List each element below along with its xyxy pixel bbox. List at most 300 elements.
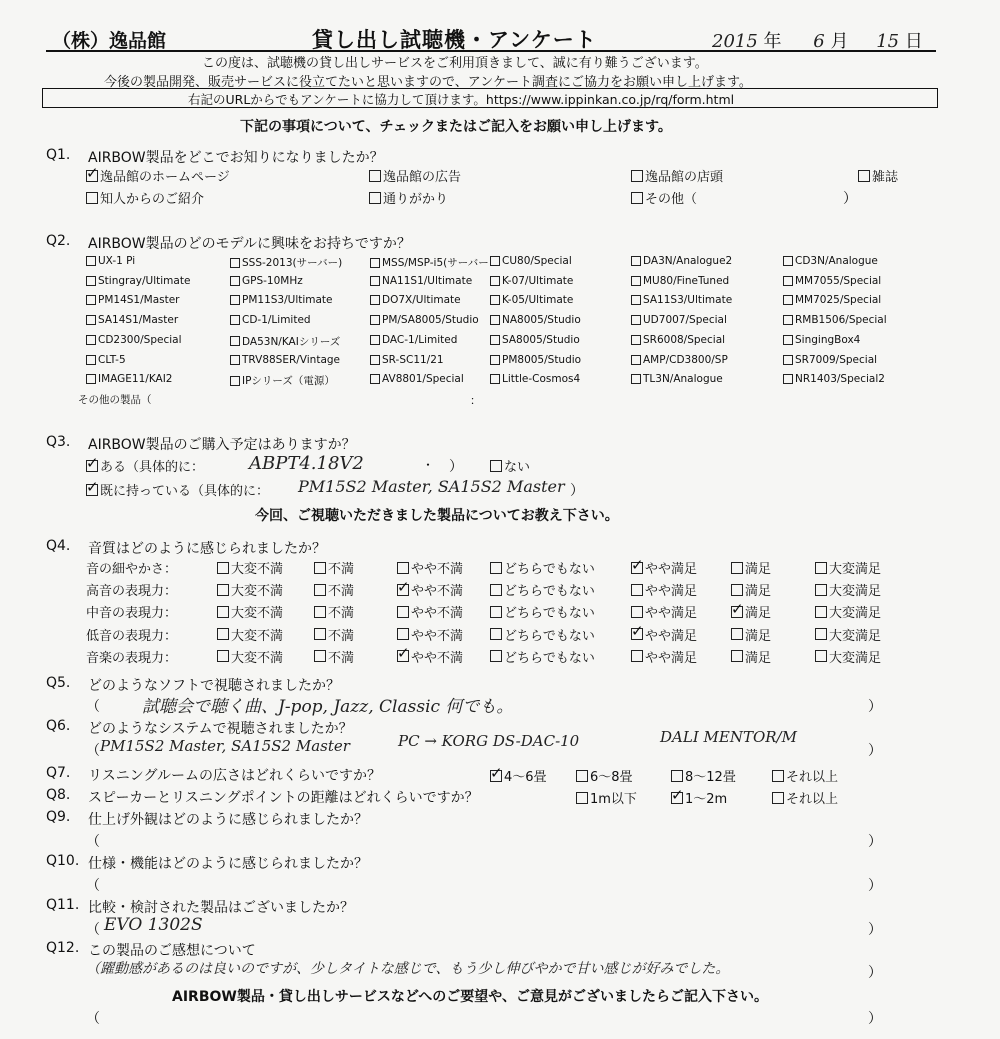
checkbox-icon[interactable] [490,650,502,662]
q4-rating-option[interactable] [217,580,283,599]
model-label: Little-Cosmos4 [502,373,581,386]
checkbox-icon[interactable] [369,170,381,182]
checkbox-icon[interactable] [631,192,643,204]
checkbox-icon[interactable] [230,355,240,365]
q2-model-option[interactable] [783,294,881,306]
model-label: AMP/CD3800/SP [643,353,728,366]
rating-label: やや不満 [411,584,464,600]
option-label: ある（具体的に： [100,460,205,475]
q1-option-homepage[interactable] [86,166,230,185]
rating-label: 大変満足 [829,606,882,622]
q6-number: Q6. [46,718,71,734]
q12-answer[interactable]: （躍動感があるのは良いのですが、少しタイトな感じで、もう少し伸びやかで甘い感じが好みでした。 [86,961,730,977]
checkbox-icon[interactable] [230,295,240,305]
model-label: CD2300/Special [98,333,182,346]
q2-model-option[interactable] [230,354,340,366]
rating-label: 大変満足 [829,562,882,577]
q2-model-option[interactable] [370,373,464,385]
checkbox-icon[interactable] [815,584,827,596]
q4-row-label: 音の細やかさ： [86,562,178,577]
q9-close: ） [868,834,882,850]
q4-rating-option[interactable] [815,602,881,621]
q2-model-option[interactable] [86,294,180,306]
q4-rating-option[interactable] [490,602,595,621]
q2-model-option[interactable] [230,334,340,349]
checkbox-icon[interactable] [230,336,240,346]
checkbox-icon[interactable] [397,584,409,596]
q2-model-option[interactable] [783,314,887,326]
checkbox-icon[interactable] [783,276,793,286]
q2-model-option[interactable] [230,294,333,306]
checkbox-icon[interactable] [631,606,643,618]
checkbox-icon[interactable] [490,584,502,596]
q3-option-have[interactable] [86,480,269,499]
q4-rating-option[interactable] [314,580,354,599]
q4-rating-option[interactable] [217,625,283,644]
q4-rating-option[interactable] [397,558,463,577]
q4-rating-option[interactable] [731,647,771,666]
q1-option-store[interactable] [631,166,723,185]
date-month-unit: 月 [830,31,849,52]
checkbox-icon[interactable] [490,770,502,782]
q7-option-6-8[interactable] [576,766,633,785]
checkbox-icon[interactable] [86,315,96,325]
checkbox-icon[interactable] [631,295,641,305]
checkbox-icon[interactable] [783,295,793,305]
rating-label: 満足 [745,606,772,622]
q2-other-sep: ： [470,394,481,407]
checkbox-icon[interactable] [86,484,98,496]
checkbox-icon[interactable] [86,374,96,384]
q2-model-option[interactable] [86,334,182,346]
option-label: 通りがかり [383,192,449,207]
q2-model-option[interactable] [370,334,457,346]
checkbox-icon[interactable] [370,315,380,325]
model-label: MSS/MSP-i5(サーバー [382,257,489,269]
checkbox-icon[interactable] [230,276,240,286]
model-label: AV8801/Special [382,373,464,386]
checkbox-icon[interactable] [772,770,784,782]
checkbox-icon[interactable] [490,606,502,618]
model-label: MU80/FineTuned [643,274,730,287]
q1-option-other[interactable] [631,188,697,207]
rating-label: どちらでもない [504,628,595,644]
option-label: 雑誌 [872,170,899,185]
checkbox-icon[interactable] [370,335,380,345]
q2-model-option[interactable] [631,275,729,287]
model-label: TRV88SER/Vintage [242,353,341,366]
q4-rating-option[interactable] [217,558,283,577]
checkbox-icon[interactable] [86,295,96,305]
q2-model-option[interactable] [86,255,135,267]
q4-rating-option[interactable] [314,647,354,666]
q7-option-8-12[interactable] [671,766,736,785]
q2-model-option[interactable] [631,294,732,306]
q11-text: 比較・検討された製品はございましたか？ [88,900,354,916]
q11-answer[interactable]: EVO 1302S [104,915,203,935]
checkbox-icon[interactable] [490,628,502,640]
rating-label: 大変不満 [231,628,284,644]
checkbox-icon[interactable] [783,315,793,325]
checkbox-icon[interactable] [86,192,98,204]
q6-text: どのようなシステムで視聴されましたか？ [88,721,353,737]
q2-model-option[interactable] [631,354,728,366]
model-label: PM/SA8005/Studio [382,314,479,327]
model-label: SSS-2013(サーバー) [242,257,343,269]
checkbox-icon[interactable] [370,295,380,305]
q4-rating-option[interactable] [490,580,595,599]
checkbox-icon[interactable] [397,606,409,618]
checkbox-icon[interactable] [815,650,827,662]
checkbox-icon[interactable] [86,170,98,182]
q4-rating-option[interactable] [815,625,881,644]
q4-row-label: 高音の表現力： [86,584,178,600]
checkbox-icon[interactable] [576,792,588,804]
checkbox-icon[interactable] [731,584,743,596]
checkbox-icon[interactable] [314,650,326,662]
checkbox-icon[interactable] [370,374,380,384]
option-label: その他（ [645,192,698,207]
checkbox-icon[interactable] [490,374,500,384]
q2-model-option[interactable] [490,275,573,287]
q8-option-more[interactable] [772,788,838,807]
checkbox-icon[interactable] [631,355,641,365]
q4-rating-option[interactable] [314,602,354,621]
q5-number: Q5. [46,675,71,691]
q4-rating-option[interactable] [815,647,881,666]
rating-label: 大変不満 [231,606,284,622]
rating-label: やや不満 [411,562,464,577]
q3-yes-dot: ・ [422,458,435,472]
company-name: （株）逸品館 [52,30,167,52]
rating-label: どちらでもない [504,650,595,666]
checkbox-icon[interactable] [731,650,743,662]
q2-model-option[interactable] [631,334,725,346]
model-label: CD3N/Analogue [795,255,878,267]
q3-have-answer: PM15S2 Master, SA15S2 Master [298,477,565,496]
model-label: CD-1/Limited [242,314,311,327]
option-label: 知人からのご紹介 [100,192,205,207]
q4-rating-option[interactable] [314,558,354,577]
option-label: 4～6畳 [504,770,547,785]
checkbox-icon[interactable] [86,355,96,365]
q3-option-no[interactable] [490,456,530,475]
checkbox-icon[interactable] [86,335,96,345]
checkbox-icon[interactable] [217,562,229,574]
q6-answer-source[interactable]: PC → KORG DS-DAC-10 [398,732,580,750]
model-label: SA11S3/Ultimate [643,294,733,307]
q1-option-referral[interactable] [86,188,204,207]
q4-text: 音質はどのように感じられましたか？ [88,541,326,557]
checkbox-icon[interactable] [815,562,827,574]
q2-model-option[interactable] [370,354,444,366]
q4-rating-option[interactable] [631,625,697,644]
checkbox-icon[interactable] [397,628,409,640]
model-label: SR-SC11/21 [382,353,444,366]
checkbox-icon[interactable] [230,315,240,325]
checkbox-icon[interactable] [397,562,409,574]
model-label: IMAGE11/KAI2 [98,373,173,386]
url-line: 右記のURLからでもアンケートに協力して頂けます。https://www.ippinkan.co.jp/rq/form.html [188,92,735,107]
q4-rating-option[interactable] [631,647,697,666]
q6-answer-speaker[interactable]: DALI MENTOR/M [660,728,797,746]
instructions: 下記の事項について、チェックまたはご記入をお願い申し上げます。 [240,119,672,135]
checkbox-icon[interactable] [576,770,588,782]
checkbox-icon[interactable] [783,355,793,365]
q3-yes-answer: ABPT4.18V2 [249,453,364,474]
checkbox-icon[interactable] [217,628,229,640]
q4-rating-option[interactable] [731,602,771,621]
checkbox-icon[interactable] [772,792,784,804]
checkbox-icon[interactable] [631,170,643,182]
q1-option-passing[interactable] [369,188,448,207]
q7-text: リスニングルームの広さはどれくらいですか？ [88,768,382,784]
checkbox-icon[interactable] [490,256,500,266]
date-year-unit: 年 [763,31,782,52]
checkbox-icon[interactable] [631,584,643,596]
model-label: SA8005/Studio [502,333,580,346]
q1-number: Q1. [46,147,71,163]
checkbox-icon[interactable] [217,650,229,662]
q2-number: Q2. [46,233,71,249]
q4-rating-option[interactable] [731,558,771,577]
q4-number: Q4. [46,538,71,554]
q4-rating-option[interactable] [490,647,595,666]
q4-rating-option[interactable] [397,580,463,599]
checkbox-icon[interactable] [314,606,326,618]
model-label: DAC-1/Limited [382,333,458,346]
q8-option-1-2m[interactable] [671,788,727,807]
checkbox-icon[interactable] [631,650,643,662]
q1-option-magazine[interactable] [858,166,898,185]
checkbox-icon[interactable] [370,276,380,286]
checkbox-icon[interactable] [86,460,98,472]
rating-label: やや不満 [411,628,464,644]
checkbox-icon[interactable] [86,276,96,286]
checkbox-icon[interactable] [490,460,502,472]
q2-model-option[interactable] [370,255,489,270]
checkbox-icon[interactable] [858,170,870,182]
q5-text: どのようなソフトで視聴されましたか？ [88,678,340,694]
q4-rating-option[interactable] [631,580,697,599]
model-label: GPS-10MHz [242,274,303,287]
rating-label: 不満 [328,628,355,644]
checkbox-icon[interactable] [631,276,641,286]
q2-model-option[interactable] [370,314,479,326]
q2-model-option[interactable] [631,314,727,326]
q9-text: 仕上げ外観はどのように感じられましたか？ [88,812,368,828]
model-label: UX-1 Pi [98,255,136,267]
q2-model-option[interactable] [370,294,461,306]
q2-model-option[interactable] [783,354,877,366]
q10-open: （ [86,878,100,894]
q2-model-option[interactable] [490,294,573,306]
checkbox-icon[interactable] [230,376,240,386]
model-label: RMB1506/Special [795,314,887,327]
q3-number: Q3. [46,434,71,450]
q4-rating-option[interactable] [397,625,463,644]
checkbox-icon[interactable] [369,192,381,204]
checkbox-icon[interactable] [631,335,641,345]
checkbox-icon[interactable] [490,315,500,325]
checkbox-icon[interactable] [230,258,240,268]
rating-label: 大変不満 [231,562,284,577]
q9-number: Q9. [46,809,71,825]
checkbox-icon[interactable] [490,562,502,574]
q2-model-option[interactable] [86,275,190,287]
checkbox-icon[interactable] [397,650,409,662]
model-label: CU80/Special [502,255,572,267]
rating-label: どちらでもない [504,584,595,600]
q1-option-ad[interactable] [369,166,461,185]
rating-label: 不満 [328,650,355,666]
checkbox-icon[interactable] [815,606,827,618]
q4-rating-option[interactable] [731,625,771,644]
model-label: DA53N/KAIシリーズ [242,335,341,348]
checkbox-icon[interactable] [731,628,743,640]
checkbox-icon[interactable] [731,562,743,574]
rating-label: 満足 [745,650,772,666]
model-label: SA14S1/Master [98,314,179,327]
q4-rating-option[interactable] [490,625,595,644]
q2-model-option[interactable] [370,275,472,287]
q2-model-option[interactable] [783,334,860,346]
option-label: ない [504,460,531,475]
checkbox-icon[interactable] [631,628,643,640]
model-label: PM8005/Studio [502,353,582,366]
checkbox-icon[interactable] [783,335,793,345]
q2-model-option[interactable] [783,275,881,287]
option-label: 1m以下 [590,792,637,807]
option-label: それ以上 [786,770,839,785]
model-label: DO7X/Ultimate [382,294,461,307]
rating-label: 大変満足 [829,650,882,666]
q4-rating-option[interactable] [397,602,463,621]
q2-other-products[interactable] [78,392,152,407]
checkbox-icon[interactable] [631,256,641,266]
checkbox-icon[interactable] [731,606,743,618]
model-label: Stingray/Ultimate [98,274,191,287]
rating-label: 不満 [328,584,355,600]
model-label: PM14S1/Master [98,294,180,307]
q2-model-option[interactable] [631,255,732,267]
q7-option-4-6[interactable] [490,766,547,785]
model-label: MM7055/Special [795,274,882,287]
q4-rating-option[interactable] [217,647,283,666]
q12-text: この製品のご感想について [88,943,256,959]
q4-row-label: 中音の表現力： [86,606,178,622]
model-label: IPシリーズ（電源） [242,375,335,388]
checkbox-icon[interactable] [783,374,793,384]
q2-model-option[interactable] [86,354,126,366]
rating-label: 大変満足 [829,584,882,600]
checkbox-icon[interactable] [217,606,229,618]
q5-open: （ [86,699,100,715]
checkbox-icon[interactable] [314,562,326,574]
checkbox-icon[interactable] [490,355,500,365]
q8-option-under-1m[interactable] [576,788,637,807]
checkbox-icon[interactable] [314,584,326,596]
final-request: AIRBOW製品・貸し出しサービスなどへのご要望や、ご意見がございましたらご記入下さい。 [172,989,768,1005]
option-label: 逸品館の広告 [383,170,462,185]
q4-rating-option[interactable] [314,625,354,644]
q1-text: AIRBOW製品をどこでお知りになりましたか？ [88,150,384,166]
q3-text: AIRBOW製品のご購入予定はありますか？ [88,437,356,453]
checkbox-icon[interactable] [631,374,641,384]
checkbox-icon[interactable] [815,628,827,640]
checkbox-icon[interactable] [631,562,643,574]
q2-model-option[interactable] [230,314,311,326]
q3-have-close: ） [570,483,584,499]
q4-rating-option[interactable] [815,558,881,577]
q2-model-option[interactable] [783,373,885,385]
section-note: 今回、ご視聴いただきました製品についてお教え下さい。 [255,508,619,524]
q5-close: ） [868,699,882,715]
q4-rating-option[interactable] [731,580,771,599]
q2-model-option[interactable] [783,255,878,267]
q2-model-option[interactable] [490,255,572,267]
q7-option-more[interactable] [772,766,838,785]
q9-open: （ [86,834,100,850]
checkbox-icon[interactable] [217,584,229,596]
date-month: 6 [813,31,825,52]
q4-row-label: 低音の表現力： [86,628,178,644]
q2-model-option[interactable] [230,255,342,270]
q4-rating-option[interactable] [631,558,697,577]
rating-label: 大変不満 [231,650,284,666]
q4-rating-option[interactable] [397,647,463,666]
model-label: NA11S1/Ultimate [382,274,473,287]
checkbox-icon[interactable] [783,256,793,266]
model-label: SR6008/Special [643,333,726,346]
q2-model-option[interactable] [490,314,581,326]
model-label: PM11S3/Ultimate [242,294,333,307]
model-label: CLT-5 [98,353,126,366]
q3-option-yes[interactable] [86,456,204,475]
q7-number: Q7. [46,765,71,781]
q4-rating-option[interactable] [631,602,697,621]
checkbox-icon[interactable] [671,792,683,804]
q2-model-option[interactable] [490,334,580,346]
q2-model-option[interactable] [631,373,723,385]
q12-close: ） [868,965,882,981]
q5-answer[interactable]: 試聴会で聴く曲、J-pop, Jazz, Classic 何でも。 [142,697,514,717]
checkbox-icon[interactable] [631,315,641,325]
q2-model-option[interactable] [86,314,178,326]
q6-answer-amp[interactable]: PM15S2 Master, SA15S2 Master [100,737,350,755]
checkbox-icon[interactable] [370,355,380,365]
checkbox-icon[interactable] [370,258,380,268]
checkbox-icon[interactable] [86,256,96,266]
checkbox-icon[interactable] [671,770,683,782]
date-day: 15 [876,31,900,52]
checkbox-icon[interactable] [314,628,326,640]
checkbox-icon[interactable] [490,295,500,305]
q2-model-option[interactable] [490,354,581,366]
q4-rating-option[interactable] [490,558,595,577]
checkbox-icon[interactable] [490,276,500,286]
q2-model-option[interactable] [86,373,172,385]
q4-row-label: 音楽の表現力： [86,650,178,666]
model-label: K-07/Ultimate [502,274,574,287]
q2-model-option[interactable] [230,275,303,287]
q4-rating-option[interactable] [217,602,283,621]
q4-rating-option[interactable] [815,580,881,599]
q2-model-option[interactable] [230,373,335,388]
q8-text: スピーカーとリスニングポイントの距離はどれくらいですか？ [88,790,479,806]
checkbox-icon[interactable] [490,335,500,345]
q2-model-option[interactable] [490,373,580,385]
